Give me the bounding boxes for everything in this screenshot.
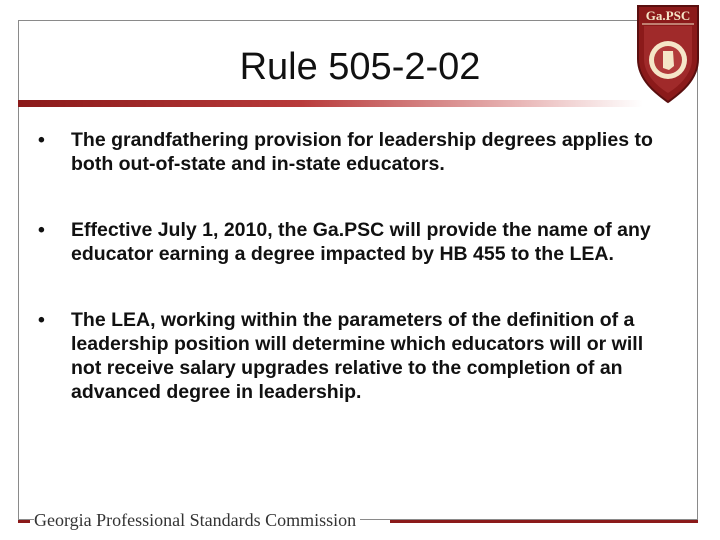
bullet-text: The LEA, working within the parameters of the definition of a leadership position will determine which educators will or will not receive salary upgrades relative to the completion of an advanced degree in leadership. [71, 309, 644, 403]
gapsc-logo [636, 4, 700, 104]
bullet-text: The grandfathering provision for leadership degrees applies to both out-of-state and in-state educators. [71, 129, 653, 175]
bullet-dot: • [38, 309, 45, 331]
logo-label: Ga.PSC [645, 8, 691, 23]
bullet-item [38, 218, 678, 266]
slide-title: Rule 505-2-02 [239, 46, 481, 88]
title-divider [18, 100, 643, 107]
footer-divider-left [18, 520, 30, 523]
footer-divider-right [390, 520, 698, 523]
bullet-item [38, 128, 678, 176]
bullet-text: Effective July 1, 2010, the Ga.PSC will provide the name of any educator earning a degree impacted by HB 455 to the LEA. [71, 219, 651, 265]
bullet-dot: • [38, 129, 45, 151]
bullet-list [38, 128, 678, 404]
bullet-dot: • [38, 219, 45, 241]
footer-organization: Georgia Professional Standards Commission [34, 510, 360, 531]
bullet-item [38, 308, 678, 404]
